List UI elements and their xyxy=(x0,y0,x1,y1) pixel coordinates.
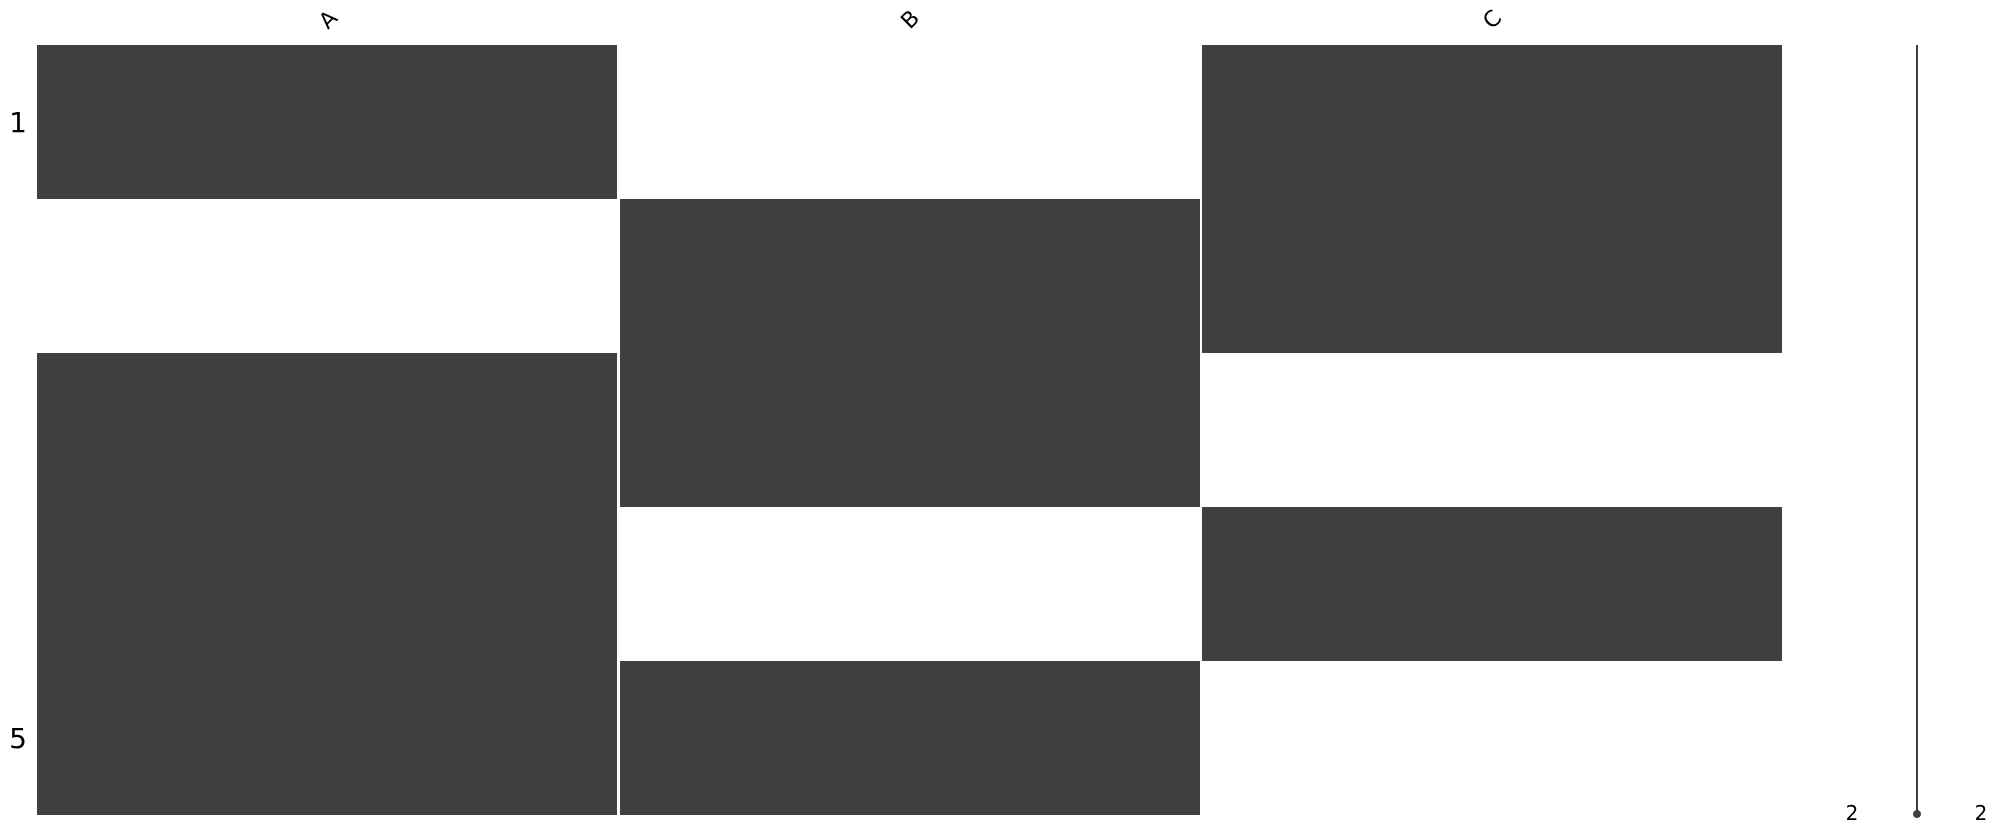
column-label-B: B xyxy=(896,5,925,35)
column-labels xyxy=(315,6,1508,35)
cell-C-row-1 xyxy=(1202,45,1782,199)
cell-B-row-2 xyxy=(620,199,1200,353)
sparkline-min-label: 2 xyxy=(1845,801,1859,825)
cell-A-row-5 xyxy=(37,661,617,815)
cell-C-row-4 xyxy=(1202,507,1782,661)
sparkline xyxy=(1846,45,1988,825)
row-label-1: 1 xyxy=(9,106,27,139)
cell-C-row-2 xyxy=(1202,199,1782,353)
sparkline-max-label: 2 xyxy=(1974,801,1988,825)
row-labels xyxy=(9,106,27,755)
cell-B-row-3 xyxy=(620,353,1200,507)
cell-A-row-3 xyxy=(37,353,617,507)
cell-A-row-1 xyxy=(37,45,617,199)
column-label-A: A xyxy=(314,5,343,35)
cell-B-row-5 xyxy=(620,661,1200,815)
sparkline-min-max-marker xyxy=(1913,810,1921,818)
matrix-cells xyxy=(37,45,1782,815)
cell-A-row-4 xyxy=(37,507,617,661)
row-label-5: 5 xyxy=(9,722,27,755)
column-label-C: C xyxy=(1478,5,1508,35)
